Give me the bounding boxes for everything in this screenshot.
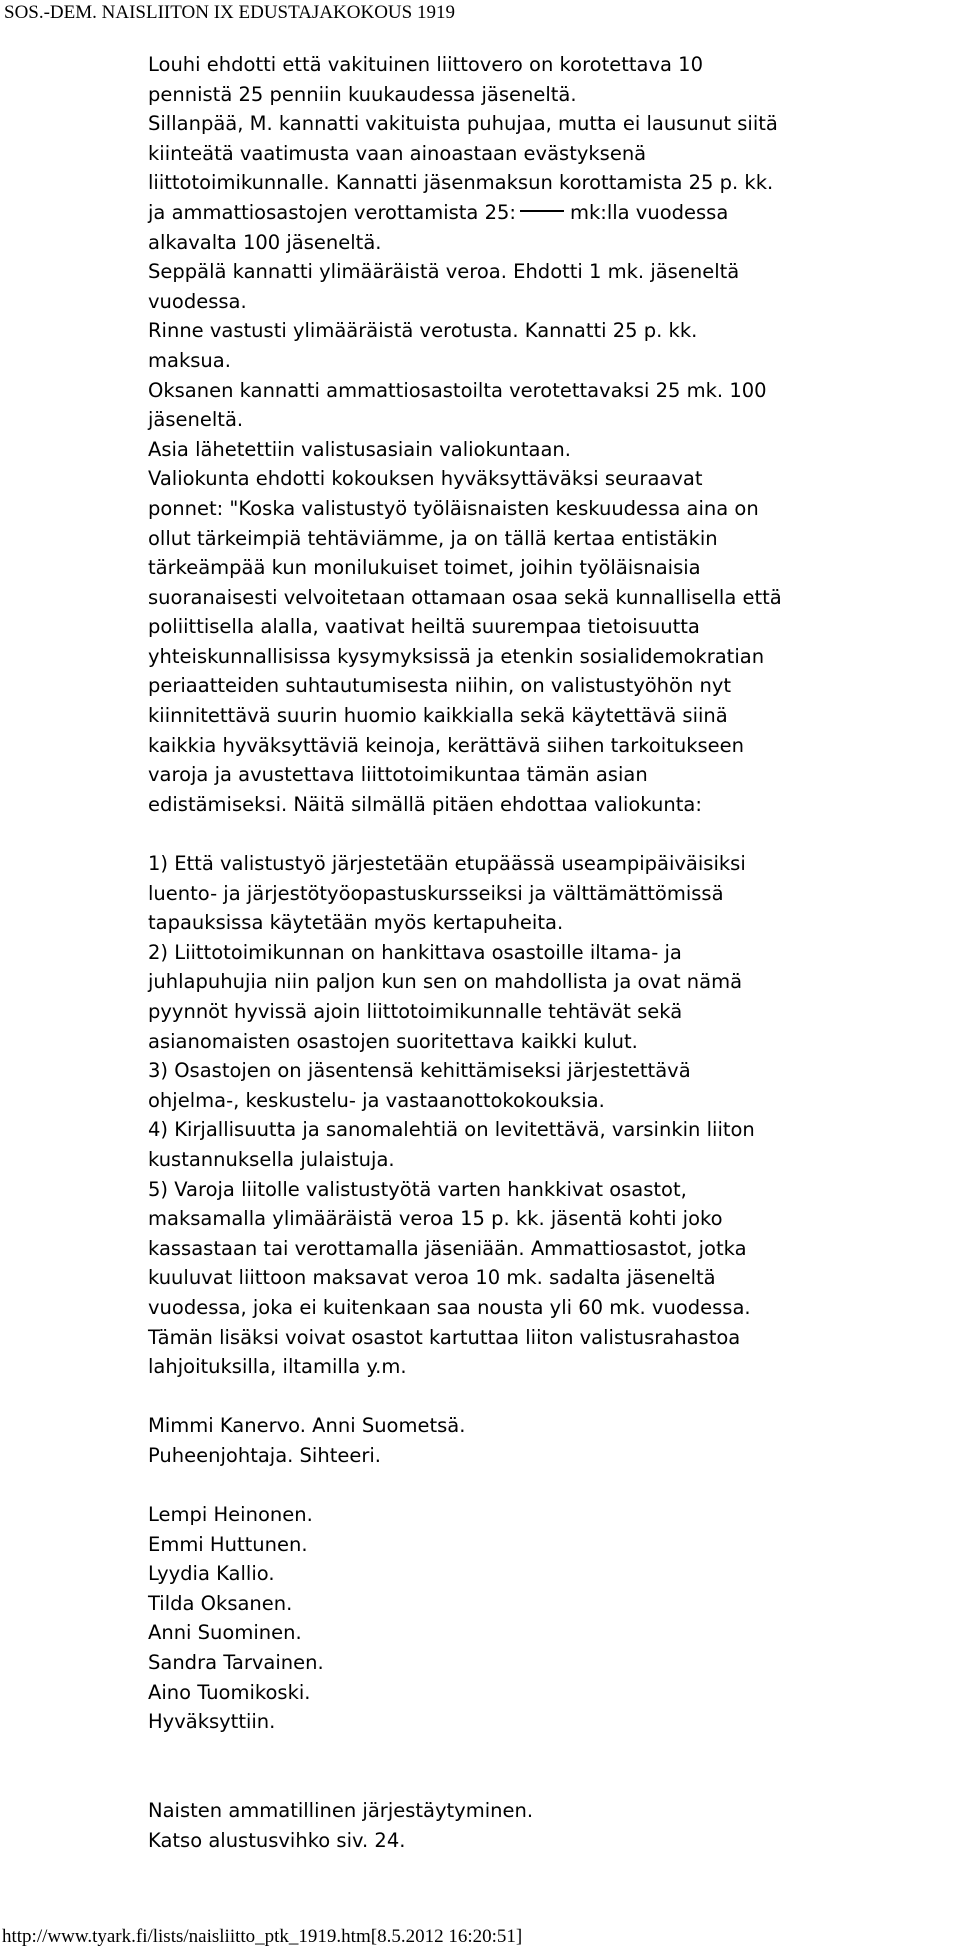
text-line: Naisten ammatillinen järjestäytyminen.: [148, 1799, 534, 1823]
text-line: 2) Liittotoimikunnan on hankittava osastoille iltama- ja: [148, 940, 682, 964]
text-line: maksua.: [148, 348, 231, 372]
text-line: kuuluvat liittoon maksavat veroa 10 mk. sadalta jäseneltä: [148, 1266, 716, 1290]
text-line: vuodessa.: [148, 289, 247, 313]
text-line: [148, 198, 948, 228]
text-line: periaatteiden suhtautumisesta niihin, on valistustyöhön nyt: [148, 674, 732, 698]
text-line: Puheenjohtaja. Sihteeri.: [148, 1443, 381, 1467]
text-line: edistämiseksi. Näitä silmällä pitäen ehdottaa valiokunta:: [148, 792, 702, 816]
text-line: ollut tärkeimpiä tehtäviämme, ja on tällä kertaa entistäkin: [148, 526, 718, 550]
text-line: lahjoituksilla, iltamilla y.m.: [148, 1355, 407, 1379]
text-line: ponnet: "Koska valistustyö työläisnaisten keskuudessa aina on: [148, 496, 759, 520]
document-body: [148, 50, 948, 1855]
text-line: kiinnitettävä suurin huomio kaikkialla sekä käytettävä siinä: [148, 704, 728, 728]
text-line: luento- ja järjestötyöopastuskursseiksi ja välttämättömissä: [148, 881, 724, 905]
text-line: Anni Suominen.: [148, 1621, 302, 1645]
text-line: pyynnöt hyvissä ajoin liittotoimikunnalle tehtävät sekä: [148, 1000, 683, 1023]
text-line: kiinteätä vaatimusta vaan ainoastaan evästyksenä: [148, 141, 647, 165]
blank-line: [148, 819, 948, 849]
text-line: Sillanpää, M. kannatti vakituista puhujaa, mutta ei lausunut siitä: [148, 112, 778, 136]
text-line: maksamalla ylimääräistä veroa 15 p. kk. jäsentä kohti joko: [148, 1207, 723, 1231]
text-line: asianomaisten osastojen suoritettava kaikki kulut.: [148, 1029, 638, 1053]
text-line: Hyväksyttiin.: [148, 1710, 276, 1734]
text-line: Lempi Heinonen.: [148, 1503, 313, 1527]
text-line: Valiokunta ehdotti kokouksen hyväksyttäväksi seuraavat: [148, 467, 703, 491]
text-line: Sandra Tarvainen.: [148, 1651, 324, 1675]
text-line: Asia lähetettiin valistusasiain valiokuntaan.: [148, 437, 571, 461]
text-line: Aino Tuomikoski.: [148, 1680, 311, 1704]
text-line: ohjelma-, keskustelu- ja vastaanottokokouksia.: [148, 1088, 605, 1112]
text-line: varoja ja avustettava liittotoimikuntaa tämän asian: [148, 763, 648, 787]
text-line: yhteiskunnallisissa kysymyksissä ja etenkin sosialidemokratian: [148, 644, 765, 668]
page-header-title: SOS.-DEM. NAISLIITON IX EDUSTAJAKOKOUS 1919: [4, 2, 455, 23]
text-line: Lyydia Kallio.: [148, 1562, 275, 1586]
text-segment: mk:lla vuodessa: [569, 200, 729, 224]
text-segment: ja ammattiosastojen verottamista 25:: [148, 200, 516, 224]
text-line: Louhi ehdotti että vakituinen liittovero on korotettava 10: [148, 53, 703, 76]
text-line: Emmi Huttunen.: [148, 1532, 308, 1556]
text-line: kustannuksella julaistuja.: [148, 1147, 395, 1171]
blank-line: [148, 1766, 948, 1796]
text-line: 5) Varoja liitolle valistustyötä varten hankkivat osastot,: [148, 1177, 687, 1201]
text-line: 3) Osastojen on jäsentensä kehittämiseksi järjestettävä: [148, 1059, 691, 1083]
page-footer-url: http://www.tyark.fi/lists/naisliitto_ptk_1919.htm[8.5.2012 16:20:51]: [2, 1926, 523, 1947]
text-line: 1) Että valistustyö järjestetään etupäässä useampipäiväisiksi: [148, 852, 746, 876]
text-line: suoranaisesti velvoitetaan ottamaan osaa sekä kunnallisella että: [148, 585, 782, 609]
text-line: liittotoimikunnalle. Kannatti jäsenmaksun korottamista 25 p. kk.: [148, 171, 774, 195]
text-line: Oksanen kannatti ammattiosastoilta verotettavaksi 25 mk. 100: [148, 378, 767, 402]
text-line: Rinne vastusti ylimääräistä verotusta. Kannatti 25 p. kk.: [148, 319, 698, 343]
blank-line: [148, 1737, 948, 1767]
text-line: Seppälä kannatti ylimääräistä veroa. Ehdotti 1 mk. jäseneltä: [148, 260, 740, 284]
text-line: kassastaan tai verottamalla jäseniään. Ammattiosastot, jotka: [148, 1236, 747, 1260]
text-line: Tämän lisäksi voivat osastot kartuttaa liiton valistusrahastoa: [148, 1325, 741, 1349]
text-line: kaikkia hyväksyttäviä keinoja, kerättävä siihen tarkoitukseen: [148, 733, 745, 757]
text-line: 4) Kirjallisuutta ja sanomalehtiä on levitettävä, varsinkin liiton: [148, 1118, 755, 1142]
text-line: tärkeämpää kun monilukuiset toimet, joihin työläisnaisia: [148, 556, 701, 580]
text-line: alkavalta 100 jäseneltä.: [148, 230, 382, 254]
text-line: vuodessa, joka ei kuitenkaan saa nousta yli 60 mk. vuodessa.: [148, 1295, 751, 1319]
blank-line: [148, 1382, 948, 1412]
text-line: juhlapuhujia niin paljon kun sen on mahdollista ja ovat nämä: [148, 970, 743, 994]
text-line: Mimmi Kanervo. Anni Suometsä.: [148, 1414, 466, 1438]
text-line: jäseneltä.: [148, 408, 244, 432]
text-line: pennistä 25 penniin kuukaudessa jäseneltä.: [148, 82, 577, 106]
dash-rule: [520, 210, 564, 212]
text-line: Tilda Oksanen.: [148, 1591, 293, 1615]
blank-line: [148, 1471, 948, 1501]
text-line: poliittisella alalla, vaativat heiltä suurempaa tietoisuutta: [148, 615, 700, 639]
text-line: tapauksissa käytetään myös kertapuheita.: [148, 911, 564, 935]
text-line: Katso alustusvihko siv. 24.: [148, 1828, 406, 1852]
